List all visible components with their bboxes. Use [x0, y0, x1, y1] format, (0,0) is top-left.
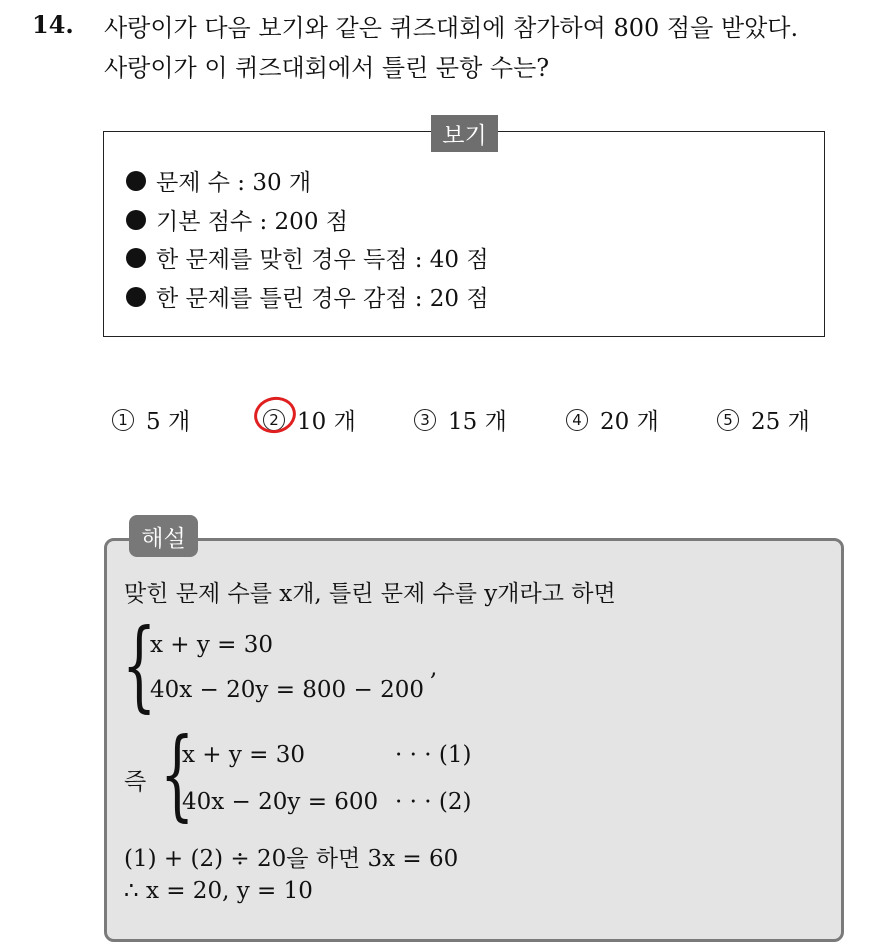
bogi-item	[126, 241, 489, 274]
left-brace-icon: {	[122, 609, 157, 723]
question-text-line-2: 사랑이가 이 퀴즈대회에서 틀린 문항 수는?	[104, 54, 550, 82]
bogi-item	[126, 164, 311, 197]
bullet-icon	[126, 171, 146, 191]
question-text-line-1: 사랑이가 다음 보기와 같은 퀴즈대회에 참가하여 800 점을 받았다.	[104, 14, 799, 42]
solution-line-3: ∴ x = 20, y = 10	[124, 878, 313, 904]
choice-number-circle: 1	[112, 409, 134, 431]
solution-prefix: 즉	[124, 769, 147, 795]
choice-5[interactable]	[717, 403, 810, 436]
bogi-item-text: 문제 수 : 30 개	[156, 170, 312, 196]
choice-3[interactable]	[414, 403, 507, 436]
system1-comma: ,	[430, 655, 438, 681]
system1-equation-2: 40x − 20y = 800 − 200	[150, 677, 424, 703]
question-number: 14.	[32, 10, 74, 39]
choice-1[interactable]	[112, 403, 190, 436]
choice-text: 5 개	[146, 409, 191, 435]
choice-4[interactable]	[566, 403, 659, 436]
system2-equation-1: x + y = 30	[182, 742, 306, 768]
solution-line-1: 맞힌 문제 수를 x개, 틀린 문제 수를 y개라고 하면	[124, 581, 616, 607]
left-brace-icon: {	[160, 718, 195, 832]
bogi-item	[126, 203, 348, 236]
solution-label: 해설	[129, 515, 198, 557]
bullet-icon	[126, 248, 146, 268]
choice-number-circle: 3	[414, 409, 436, 431]
equation-tag-2: · · · (2)	[395, 789, 472, 815]
solution-line-2: (1) + (2) ÷ 20을 하면 3x = 60	[124, 846, 459, 872]
equation-tag-1: · · · (1)	[395, 742, 472, 768]
choice-text: 20 개	[600, 409, 659, 435]
choice-text: 15 개	[448, 409, 507, 435]
choice-number-circle: 5	[717, 409, 739, 431]
system1-equation-1: x + y = 30	[150, 632, 274, 658]
bogi-item-text: 기본 점수 : 200 점	[156, 209, 348, 235]
bogi-label: 보기	[431, 115, 498, 152]
system2-equation-2: 40x − 20y = 600	[182, 789, 379, 815]
bogi-item-text: 한 문제를 틀린 경우 감점 : 20 점	[156, 286, 489, 312]
bullet-icon	[126, 210, 146, 230]
choice-text: 10 개	[297, 409, 356, 435]
choice-text: 25 개	[751, 409, 810, 435]
bullet-icon	[126, 287, 146, 307]
choice-number-circle: 2	[263, 409, 285, 431]
bogi-item-text: 한 문제를 맞힌 경우 득점 : 40 점	[156, 247, 489, 273]
bogi-item	[126, 280, 489, 313]
choice-number-circle: 4	[566, 409, 588, 431]
